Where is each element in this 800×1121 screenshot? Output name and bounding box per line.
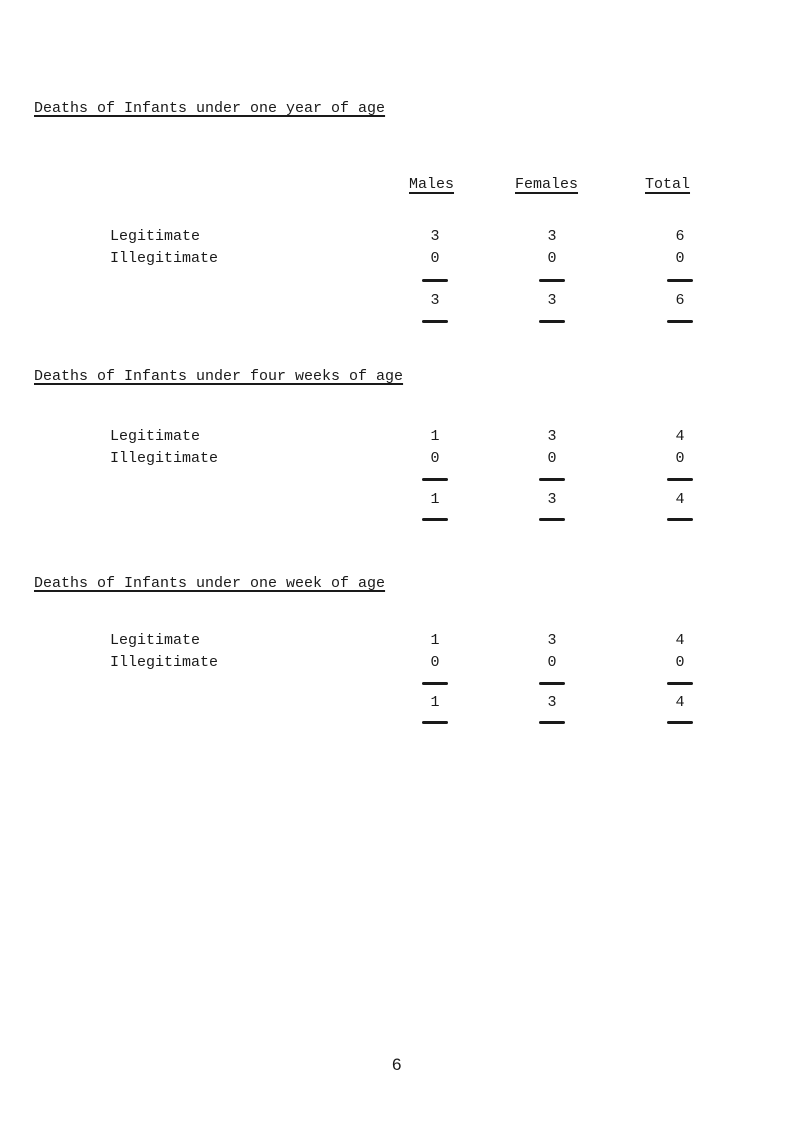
column-header-females: Females xyxy=(515,176,579,193)
cell-females: 0 xyxy=(547,450,557,467)
subtotal-rule xyxy=(422,682,448,685)
total-females: 3 xyxy=(547,491,557,508)
page-number: 6 xyxy=(392,1055,402,1074)
subtotal-rule xyxy=(667,478,693,481)
subtotal-rule xyxy=(539,279,565,282)
section-heading-under-one-week: Deaths of Infants under one week of age xyxy=(34,575,386,592)
total-rule xyxy=(539,721,565,724)
row-label-legitimate: Legitimate xyxy=(110,228,201,245)
row-label-illegitimate: Illegitimate xyxy=(110,250,219,267)
total-rule xyxy=(422,320,448,323)
subtotal-rule xyxy=(422,478,448,481)
subtotal-rule xyxy=(539,682,565,685)
cell-total: 4 xyxy=(675,632,685,649)
cell-males: 3 xyxy=(430,228,440,245)
section-heading-under-four-weeks: Deaths of Infants under four weeks of age xyxy=(34,368,404,385)
total-rule xyxy=(667,518,693,521)
cell-males: 1 xyxy=(430,632,440,649)
row-label-illegitimate: Illegitimate xyxy=(110,450,219,467)
total-rule xyxy=(667,320,693,323)
cell-females: 3 xyxy=(547,632,557,649)
total-males: 1 xyxy=(430,491,440,508)
cell-total: 0 xyxy=(675,250,685,267)
total-rule xyxy=(667,721,693,724)
cell-females: 0 xyxy=(547,654,557,671)
subtotal-rule xyxy=(667,682,693,685)
row-label-legitimate: Legitimate xyxy=(110,632,201,649)
column-header-total: Total xyxy=(645,176,691,193)
total-females: 3 xyxy=(547,694,557,711)
subtotal-rule xyxy=(422,279,448,282)
cell-females: 3 xyxy=(547,228,557,245)
total-males: 3 xyxy=(430,292,440,309)
total-rule xyxy=(539,320,565,323)
cell-males: 0 xyxy=(430,654,440,671)
subtotal-rule xyxy=(667,279,693,282)
cell-total: 6 xyxy=(675,228,685,245)
column-header-males: Males xyxy=(409,176,455,193)
cell-total: 0 xyxy=(675,654,685,671)
cell-total: 0 xyxy=(675,450,685,467)
total-females: 3 xyxy=(547,292,557,309)
row-label-illegitimate: Illegitimate xyxy=(110,654,219,671)
total-males: 1 xyxy=(430,694,440,711)
total-total: 6 xyxy=(675,292,685,309)
row-label-legitimate: Legitimate xyxy=(110,428,201,445)
total-rule xyxy=(422,721,448,724)
cell-males: 1 xyxy=(430,428,440,445)
subtotal-rule xyxy=(539,478,565,481)
cell-males: 0 xyxy=(430,250,440,267)
total-total: 4 xyxy=(675,694,685,711)
cell-males: 0 xyxy=(430,450,440,467)
cell-females: 0 xyxy=(547,250,557,267)
section-heading-under-one-year: Deaths of Infants under one year of age xyxy=(34,100,386,117)
total-rule xyxy=(539,518,565,521)
total-total: 4 xyxy=(675,491,685,508)
cell-total: 4 xyxy=(675,428,685,445)
total-rule xyxy=(422,518,448,521)
cell-females: 3 xyxy=(547,428,557,445)
